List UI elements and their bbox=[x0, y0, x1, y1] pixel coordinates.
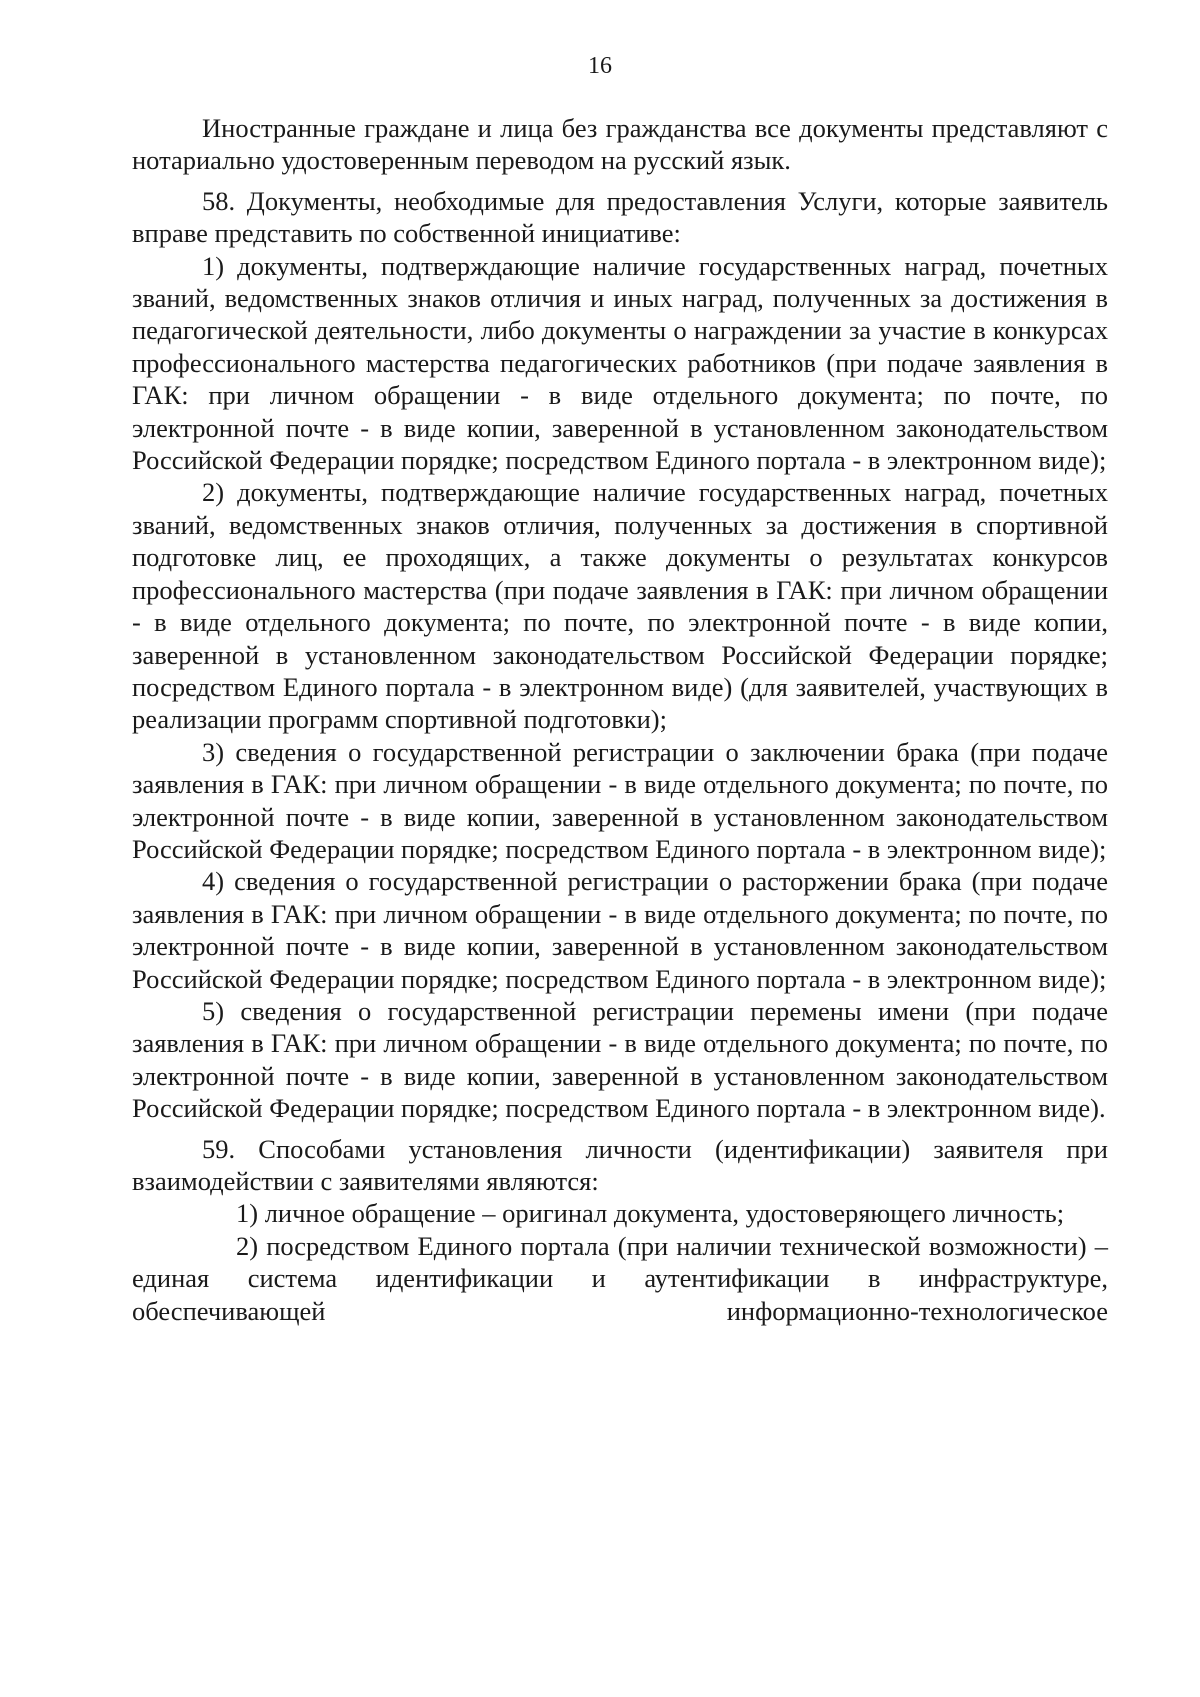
paragraph-59-item-2: 2) посредством Единого портала (при наличии технической возможности) – единая система идентификации и аутентификации в инфраструктуре, обеспечивающей информационно-технологическое bbox=[132, 1230, 1108, 1326]
document-body bbox=[132, 112, 1108, 1327]
paragraph-foreign-documents: Иностранные граждане и лица без гражданства все документы представляют с нотариально удостоверенным переводом на русский язык. bbox=[132, 113, 1108, 176]
paragraph-58-item-1: 1) документы, подтверждающие наличие государственных наград, почетных званий, ведомственных знаков отличия и иных наград, полученных за достижения в педагогической деятельности, либо документы о награждении за участие в конкурсах профессионального мастерства педагогических работников (при подаче заявления в ГАК: при личном обращении - в виде отдельного документа; по почте, по электронной почте - в виде копии, заверенной в установленном законодательством Российской Федерации порядке; посредством Единого портала - в электронном виде); bbox=[132, 250, 1108, 476]
paragraph-59: 59. Способами установления личности (идентификации) заявителя при взаимодействии с заявителями являются: bbox=[132, 1133, 1108, 1196]
paragraph-58: 58. Документы, необходимые для предоставления Услуги, которые заявитель вправе представить по собственной инициативе: bbox=[132, 185, 1108, 249]
page-number: 16 bbox=[588, 53, 612, 79]
paragraph-58-item-5: 5) сведения о государственной регистрации перемены имени (при подаче заявления в ГАК: при личном обращении - в виде отдельного документа; по почте, по электронной почте - в виде копии, заверенной в установленном законодательством Российской Федерации порядке; посредством Единого портала - в электронном виде). bbox=[132, 995, 1108, 1124]
paragraph-58-item-3: 3) сведения о государственной регистрации о заключении брака (при подаче заявления в ГАК: при личном обращении - в виде отдельного документа; по почте, по электронной почте - в виде копии, заверенной в установленном законодательством Российской Федерации порядке; посредством Единого портала - в электронном виде); bbox=[132, 736, 1108, 864]
paragraph-58-item-2: 2) документы, подтверждающие наличие государственных наград, почетных званий, ведомственных знаков отличия, полученных за достижения в спортивной подготовке лиц, ее проходящих, а также документы о результатах конкурсов профессионального мастерства (при подаче заявления в ГАК: при личном обращении - в виде отдельного документа; по почте, по электронной почте - в виде копии, заверенной в установленном законодательством Российской Федерации порядке; посредством Единого портала - в электронном виде) (для заявителей, участвующих в реализации программ спортивной подготовки); bbox=[132, 477, 1108, 735]
paragraph-59-item-1: 1) личное обращение – оригинал документа, удостоверяющего личность; bbox=[236, 1198, 1065, 1229]
paragraph-58-item-4: 4) сведения о государственной регистрации о расторжении брака (при подаче заявления в ГАК: при личном обращении - в виде отдельного документа; по почте, по электронной почте - в виде копии, заверенной в установленном законодательством Российской Федерации порядке; посредством Единого портала - в электронном виде); bbox=[132, 866, 1108, 994]
